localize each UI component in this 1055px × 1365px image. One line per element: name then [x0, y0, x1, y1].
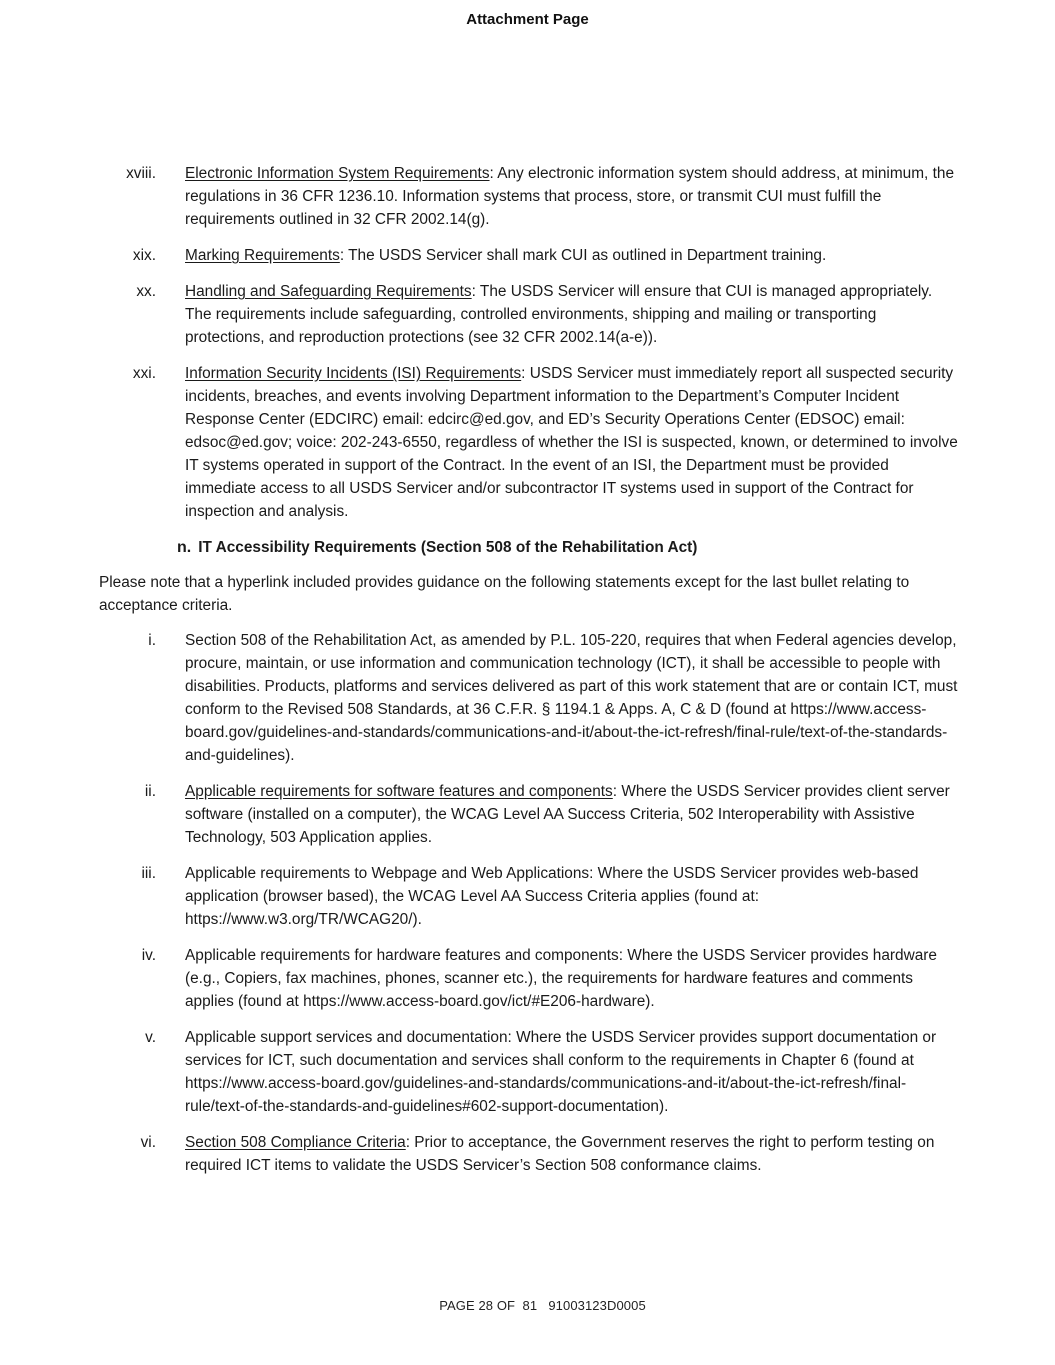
list-number: xxi.	[132, 365, 156, 382]
item-heading: Applicable requirements for software features and components	[185, 783, 613, 800]
section-title: IT Accessibility Requirements (Section 508 of the Rehabilitation Act)	[198, 539, 698, 556]
list-number: iv.	[141, 947, 156, 964]
item-heading: Information Security Incidents (ISI) Requirements	[185, 365, 522, 382]
item-text: Section 508 of the Rehabilitation Act, as amended by P.L. 105-220, requires that when Federal agencies develop, procure, maintain, or use information and communication technology (ICT), it shall be accessible to people with disabilities. Products, platforms and services delivered as part of this work statement that are or contain ICT, must conform to the Revised 508 Standards, at 36 C.F.R. § 1194.1 & Apps. A, C & D (found at https://www.access-board.gov/guidelines-and-standards/communications-and-it/about-the-ict-refresh/final-rule/text-of-the-standards-and-guidelines).	[185, 632, 958, 764]
item-text: Applicable support services and documentation: Where the USDS Servicer provides support documentation or services for ICT, such documentation and services shall conform to the requirements in Chapter 6 (found at https://www.access-board.gov/guidelines-and-standards/communications-and-it/about-the-ict-refresh/final-rule/text-of-the-standards-and-guidelines#602-support-documentation).	[185, 1029, 937, 1115]
list-number: xx.	[136, 283, 156, 300]
list-item	[99, 362, 959, 523]
list-item	[99, 780, 959, 849]
list-item	[99, 244, 959, 267]
list-item	[99, 1131, 959, 1177]
item-text: : The USDS Servicer will ensure that CUI is managed appropriately. The requirements include safeguarding, controlled environments, shipping and mailing or transporting protections, and reproduction protections (see 32 CFR 2002.14(a-e)).	[185, 283, 933, 346]
list-number: xviii.	[126, 165, 156, 182]
list-item	[99, 162, 959, 231]
list-item	[99, 862, 959, 931]
list-item	[99, 629, 959, 767]
page-number: PAGE 28 OF 81	[439, 1298, 538, 1313]
item-text: : Prior to acceptance, the Government reserves the right to perform testing on required ICT items to validate the USDS Servicer’s Section 508 conformance claims.	[185, 1134, 935, 1174]
list-number: v.	[145, 1029, 156, 1046]
item-heading: Section 508 Compliance Criteria	[185, 1134, 406, 1151]
intro-paragraph: Please note that a hyperlink included provides guidance on the following statements except for the last bullet relating to acceptance criteria.	[99, 574, 910, 614]
list-item	[99, 944, 959, 1013]
item-heading: Handling and Safeguarding Requirements	[185, 283, 472, 300]
page-title: Attachment Page	[466, 11, 589, 28]
item-text: : Where the USDS Servicer provides client server software (installed on a computer), the WCAG Level AA Success Criteria, 502 Interoperability with Assistive Technology, 503 Application applies.	[185, 783, 950, 846]
list-number: ii.	[144, 783, 156, 800]
list-number: iii.	[141, 865, 156, 882]
item-text: : Any electronic information system should address, at minimum, the regulations in 36 CFR 1236.10. Information systems that process, store, or transmit CUI must fulfill the requirements outlined in 32 CFR 2002.14(g).	[185, 165, 954, 228]
item-text: Applicable requirements for hardware features and components: Where the USDS Servicer provides hardware (e.g., Copiers, fax machines, phones, scanner etc.), the requirements for hardware features and comments applies (found at https://www.access-board.gov/ict/#E206-hardware).	[185, 947, 937, 1010]
document-body	[99, 162, 959, 1190]
item-text: : USDS Servicer must immediately report all suspected security incidents, breaches, and events involving Department information to the Department’s Computer Incident Response Center (EDCIRC) email: edcirc@ed.gov, and ED’s Security Operations Center (EDSOC) email: edsoc@ed.gov; voice: 202-243-6550, regardless of whether the ISI is suspected, known, or determined to involve IT systems operated in support of the Contract. In the event of an ISI, the Department must be provided immediate access to all USDS Servicer and/or subcontractor IT systems used in support of the Contract for inspection and analysis.	[185, 365, 958, 520]
page-footer	[0, 1298, 1055, 1313]
item-text: Applicable requirements to Webpage and Web Applications: Where the USDS Servicer provides web-based application (browser based), the WCAG Level AA Success Criteria applies (found at: https://www.w3.org/TR/WCAG20/).	[185, 865, 919, 928]
section-heading	[99, 536, 959, 559]
list-number: i.	[148, 632, 156, 649]
item-heading: Electronic Information System Requirements	[185, 165, 490, 182]
list-item	[99, 1026, 959, 1118]
item-text: : The USDS Servicer shall mark CUI as outlined in Department training.	[339, 247, 827, 264]
list-number: xix.	[132, 247, 156, 264]
section-letter: n.	[177, 539, 192, 556]
document-id: 91003123D0005	[548, 1298, 646, 1313]
list-number: vi.	[140, 1134, 156, 1151]
item-heading: Marking Requirements	[185, 247, 340, 264]
list-item	[99, 280, 959, 349]
